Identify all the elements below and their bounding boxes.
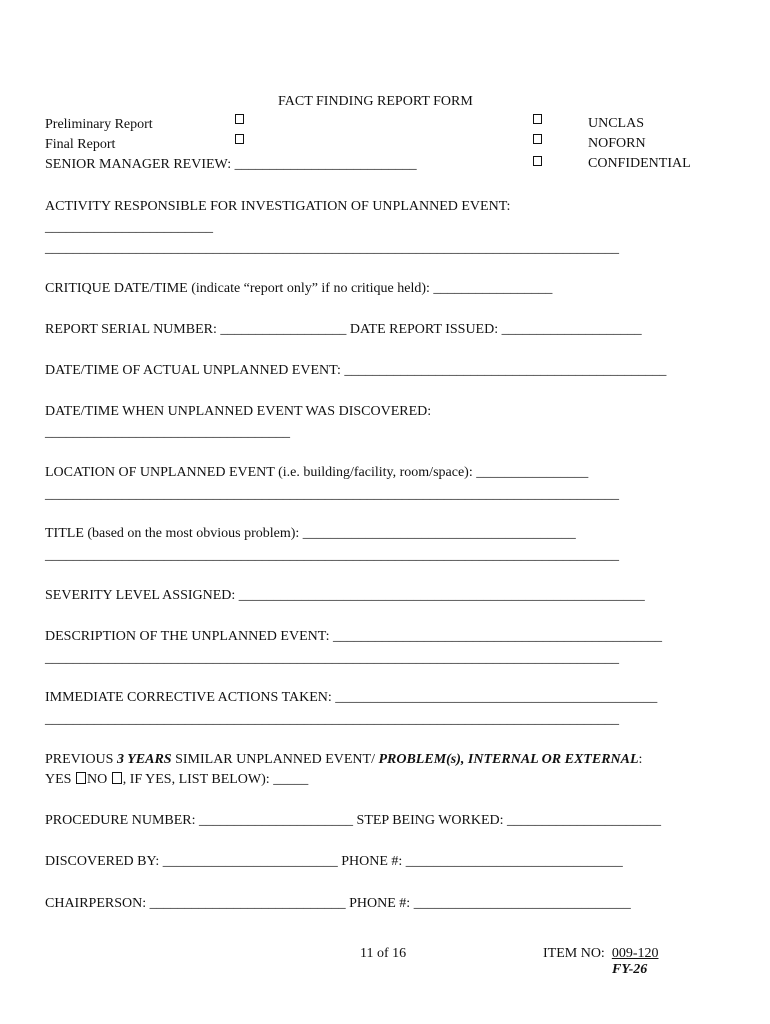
no-label: NO — [86, 772, 111, 787]
title-field-label: TITLE (based on the most obvious problem): — [45, 526, 303, 541]
description-field[interactable]: _______________________________________________ — [332, 629, 662, 644]
step-field[interactable]: ______________________ — [507, 813, 662, 828]
location-field[interactable]: ________________ — [476, 465, 589, 480]
previous-yes-no-row — [45, 771, 308, 788]
noforn-label: NOFORN — [588, 136, 646, 151]
serial-field[interactable]: __________________ — [220, 322, 347, 337]
corrective-field-2[interactable]: __________________________________________________________________________________ — [45, 712, 619, 727]
fy-code: FY-26 — [612, 962, 648, 977]
critique-label: CRITIQUE DATE/TIME (indicate “report only” if no critique held): — [45, 281, 434, 296]
severity-field[interactable]: __________________________________________________________ — [238, 588, 645, 603]
severity-label: SEVERITY LEVEL ASSIGNED: — [45, 588, 239, 603]
list-below-label: , IF YES, LIST BELOW): — [122, 772, 274, 787]
item-number-value: 009-120 — [611, 946, 659, 961]
date-issued-field[interactable]: ____________________ — [501, 322, 642, 337]
procedure-row — [45, 812, 661, 829]
no-checkbox[interactable] — [112, 772, 122, 784]
discovered-by-field[interactable]: _________________________ — [162, 854, 338, 869]
previous-suffix: : — [638, 752, 643, 767]
actual-event-row — [45, 362, 666, 379]
severity-row — [45, 587, 645, 604]
page-number: 11 of 16 — [360, 946, 407, 961]
description-row — [45, 628, 662, 645]
preliminary-report-checkbox[interactable] — [235, 114, 244, 124]
critique-field[interactable]: _________________ — [433, 281, 553, 296]
noforn-checkbox[interactable] — [533, 134, 542, 144]
title-field[interactable]: _______________________________________ — [302, 526, 576, 541]
list-below-field[interactable]: _____ — [273, 772, 309, 787]
procedure-field[interactable]: ______________________ — [199, 813, 354, 828]
activity-label: ACTIVITY RESPONSIBLE FOR INVESTIGATION OF UNPLANNED EVENT: — [45, 199, 511, 214]
discovered-by-phone-label: PHONE #: — [337, 854, 406, 869]
final-report-checkbox[interactable] — [235, 134, 244, 144]
actual-event-label: DATE/TIME OF ACTUAL UNPLANNED EVENT: — [45, 363, 345, 378]
description-label: DESCRIPTION OF THE UNPLANNED EVENT: — [45, 629, 333, 644]
serial-label: REPORT SERIAL NUMBER: — [45, 322, 221, 337]
date-issued-label: DATE REPORT ISSUED: — [346, 322, 502, 337]
procedure-label: PROCEDURE NUMBER: — [45, 813, 200, 828]
discovered-by-row — [45, 853, 623, 870]
chairperson-phone-field[interactable]: _______________________________ — [413, 896, 631, 911]
activity-field-2[interactable]: __________________________________________________________________________________ — [45, 241, 619, 256]
description-field-2[interactable]: __________________________________________________________________________________ — [45, 651, 619, 666]
senior-manager-label: SENIOR MANAGER REVIEW: — [45, 157, 235, 172]
actual-event-field[interactable]: ______________________________________________ — [344, 363, 667, 378]
yes-checkbox[interactable] — [76, 772, 86, 784]
previous-middle: SIMILAR UNPLANNED EVENT/ — [171, 752, 379, 767]
confidential-checkbox[interactable] — [533, 156, 542, 166]
senior-manager-field[interactable]: __________________________ — [234, 157, 417, 172]
item-label: ITEM NO: — [543, 946, 612, 961]
yes-label: YES — [45, 772, 75, 787]
activity-field[interactable]: ________________________ — [45, 220, 213, 235]
corrective-label: IMMEDIATE CORRECTIVE ACTIONS TAKEN: — [45, 690, 336, 705]
corrective-row — [45, 689, 657, 706]
chairperson-field[interactable]: ____________________________ — [149, 896, 346, 911]
preliminary-report-label: Preliminary Report — [45, 117, 153, 132]
serial-row — [45, 321, 642, 338]
discovered-time-label: DATE/TIME WHEN UNPLANNED EVENT WAS DISCOVERED: — [45, 404, 432, 419]
senior-manager-review — [45, 156, 417, 173]
chairperson-label: CHAIRPERSON: — [45, 896, 150, 911]
corrective-field[interactable]: ______________________________________________ — [335, 690, 658, 705]
chairperson-phone-label: PHONE #: — [345, 896, 414, 911]
location-field-2[interactable]: __________________________________________________________________________________ — [45, 487, 619, 502]
discovered-time-field[interactable]: ___________________________________ — [45, 425, 290, 440]
chairperson-row — [45, 895, 631, 912]
unclas-checkbox[interactable] — [533, 114, 542, 124]
discovered-by-phone-field[interactable]: _______________________________ — [405, 854, 623, 869]
title-field-2[interactable]: __________________________________________________________________________________ — [45, 548, 619, 563]
item-number — [543, 946, 659, 962]
location-label: LOCATION OF UNPLANNED EVENT (i.e. building/facility, room/space): — [45, 465, 477, 480]
unclas-label: UNCLAS — [588, 116, 645, 131]
title-row — [45, 525, 576, 542]
previous-emphasis: PROBLEM(s), INTERNAL OR EXTERNAL — [378, 752, 639, 767]
confidential-label: CONFIDENTIAL — [588, 156, 691, 171]
discovered-by-label: DISCOVERED BY: — [45, 854, 163, 869]
step-label: STEP BEING WORKED: — [353, 813, 508, 828]
previous-years: 3 YEARS — [116, 752, 172, 767]
final-report-label: Final Report — [45, 137, 116, 152]
previous-prefix: PREVIOUS — [45, 752, 117, 767]
critique-row — [45, 280, 552, 297]
form-title: FACT FINDING REPORT FORM — [278, 94, 473, 109]
location-row — [45, 464, 588, 481]
previous-events-label — [45, 751, 642, 768]
